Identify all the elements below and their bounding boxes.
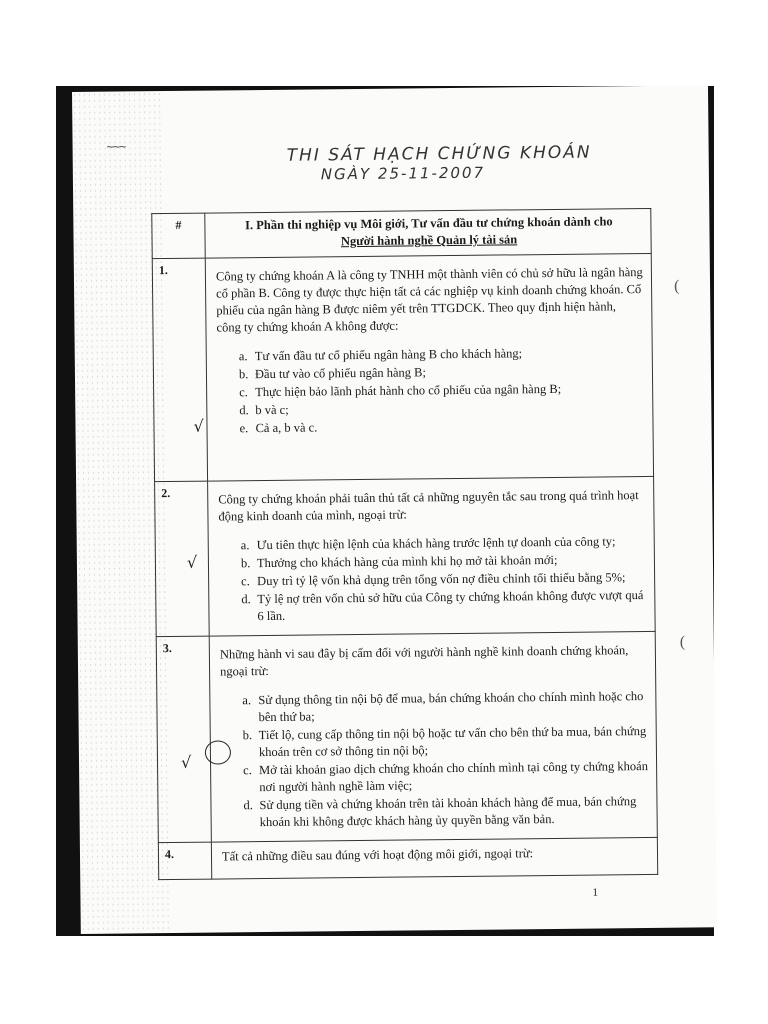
option-a: a. Ưu tiên thực hiện lệnh của khách hàng trước lệnh tự doanh của công ty; xyxy=(240,534,616,553)
option-c: c. Thực hiện bảo lãnh phát hành cho cổ phiếu của ngân hàng B; xyxy=(239,381,562,400)
handwritten-title: THI SÁT HẠCH CHỨNG KHOÁN xyxy=(286,142,592,166)
table-header-row xyxy=(152,208,651,258)
question-number: 1. xyxy=(152,258,207,482)
exam-table xyxy=(151,208,658,880)
option-list xyxy=(241,533,647,625)
section-heading-line1: I. Phần thi nghiệp vụ Môi giới, Tư vấn đầu tư chứng khoán dành cho xyxy=(245,214,613,233)
option-d: d. Tỷ lệ nợ trên vốn chủ sở hữu của Công ty chứng khoán không được vượt quá 6 lần. xyxy=(241,588,644,624)
option-a: a. Tư vấn đầu tư cổ phiếu ngân hàng B cho khách hàng; xyxy=(238,346,523,364)
question-row-2 xyxy=(155,476,656,636)
check-mark-q3: √ xyxy=(180,752,192,772)
margin-scribble: ~~~ xyxy=(106,139,126,154)
option-b: b. Đầu tư vào cổ phiếu ngân hàng B; xyxy=(238,365,427,382)
option-d: d. Sử dụng tiền và chứng khoán trên tài khoản khách hàng để mua, bán chứng khoán khi không được khách hàng ủy quyền bằng văn bản. xyxy=(243,794,637,830)
handwritten-date: NGÀY 25-11-2007 xyxy=(320,163,486,184)
question-number: 3. xyxy=(156,636,211,843)
option-list xyxy=(239,344,645,437)
option-a: a. Sử dụng thông tin nội bộ để mua, bán chứng khoán cho chính mình hoặc cho bên thứ ba; xyxy=(242,689,644,725)
option-c: c. Duy trì tỷ lệ vốn khả dụng trên tổng vốn nợ điều chỉnh tối thiểu bằng 5%; xyxy=(241,570,626,589)
question-text: Tất cả những điều sau đúng với hoạt động môi giới, ngoại trừ: xyxy=(221,846,534,864)
question-text: Công ty chứng khoán phải tuân thủ tất cả những nguyên tắc sau trong quá trình hoạt động kinh doanh của mình, ngoại trừ: xyxy=(218,488,639,524)
question-text: Những hành vi sau đây bị cấm đối với người hành nghề kinh doanh chứng khoán, ngoại trừ: xyxy=(219,643,629,679)
column-header: # xyxy=(152,213,205,259)
margin-mark: ( xyxy=(673,277,680,295)
option-b: b. Thưởng cho khách hàng của mình khi họ mở tài khoản mới; xyxy=(240,552,558,571)
answer-circle-q3 xyxy=(205,740,231,764)
margin-mark: ( xyxy=(679,633,686,651)
option-d: d. b và c; xyxy=(239,402,289,418)
question-row-4 xyxy=(158,837,657,879)
check-mark-q2: √ xyxy=(186,552,198,572)
option-e: e. Cả a, b và c. xyxy=(239,420,318,436)
question-row-3 xyxy=(156,631,657,842)
check-mark-q1: √ xyxy=(193,416,204,436)
option-c: c. Mở tài khoản giao dịch chứng khoán cho chính mình tại công ty chứng khoán nơi người hành nghề làm việc; xyxy=(243,759,649,795)
question-text: Công ty chứng khoán A là công ty TNHH một thành viên có chủ sở hữu là ngân hàng cổ phần B. Công ty được thực hiện tất cả các nghiệp vụ kinh doanh chứng khoán. Cổ phiếu của ngân hàng B được niêm yết trên TTGDCK. Theo quy định hiện hành, công ty chứng khoán A không được: xyxy=(215,265,643,335)
option-list xyxy=(242,688,648,831)
option-b: b. Tiết lộ, cung cấp thông tin nội bộ hoặc tư vấn cho bên thứ ba mua, bán chứng khoán trên cơ sở thông tin nội bộ; xyxy=(242,724,647,760)
exam-page xyxy=(72,85,717,934)
page-number: 1 xyxy=(592,886,598,899)
section-heading xyxy=(205,208,651,258)
section-heading-line2: Người hành nghề Quản lý tài sản xyxy=(340,232,518,249)
question-number: 2. xyxy=(155,481,210,637)
question-row-1 xyxy=(152,253,653,481)
question-number: 4. xyxy=(158,842,211,880)
